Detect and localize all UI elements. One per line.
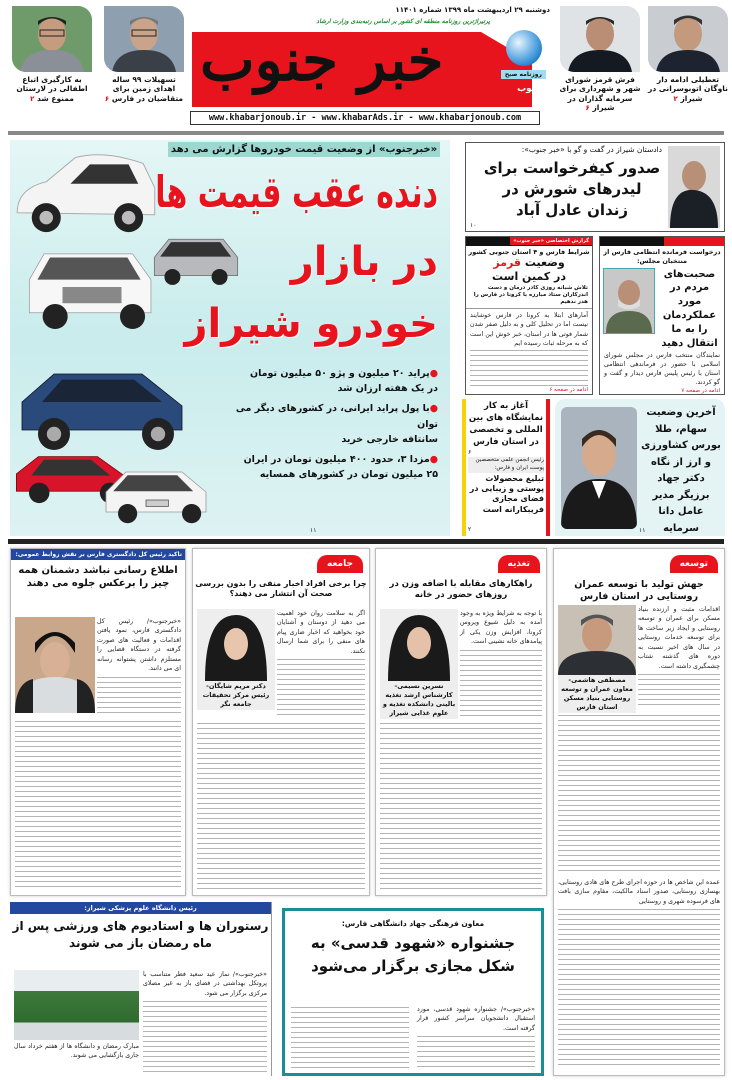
body-text-lines: [97, 677, 181, 715]
exhibition-skin-box[interactable]: [462, 399, 550, 536]
diet-story[interactable]: [375, 548, 547, 896]
rural-text-column: [638, 605, 720, 709]
page-ref: ۱۰: [470, 222, 477, 229]
stadium-photo: [14, 970, 139, 1040]
society-text-column: [277, 609, 365, 717]
page-ref: ۲: [673, 94, 678, 103]
teaser-child-labor[interactable]: [10, 6, 94, 104]
prison-headline: صدور کیفرخواست برای لیدرهای شورش در زندان عادل آباد: [483, 159, 661, 219]
feature-kicker: «خبرجنوب» از وضعیت قیمت خودروها گزارش می دهد: [168, 142, 440, 157]
body-text-lines: [460, 650, 542, 717]
restaurants-story[interactable]: [10, 902, 272, 1076]
body-text-lines: [558, 715, 720, 875]
teaser-red-carpet[interactable]: [558, 6, 642, 113]
urls[interactable]: www.khabarjonoub.ir - www.khabarAds.ir - www.khabarjonoub.com: [190, 111, 540, 125]
bullet-item: ●پراید ۲۰ میلیون و پژو ۵۰ میلیون تومان در یک هفته ارزان شد: [249, 368, 438, 395]
teaser-buses[interactable]: [646, 6, 730, 104]
car-white-hatchback: [102, 464, 222, 528]
photo-caption: نسرین نسیمی- کارشناس ارشد تغذیه بالینی دانشکده تغذیه و علوم غذایی شیراز: [380, 681, 458, 719]
photo-caption: دکتر مریم شایگان- رئیس مرکز تحقیقات جامعه نگر: [197, 681, 275, 710]
justice-text-column: [97, 617, 181, 715]
feature-bullets: [233, 366, 438, 482]
body-text-lines: [558, 909, 720, 1069]
justice-story[interactable]: [10, 548, 186, 896]
body-text-lines: [197, 723, 365, 889]
portrait-photo: [561, 407, 637, 529]
police-body: نمایندگان منتخب فارس در مجلس شورای اسلامی با حضور در فرماندهی انتظامی استان با رئیس پلیس فارس دیدار و گفت و گو کردند.: [604, 352, 720, 386]
page-ref: ۶: [104, 94, 110, 103]
section-bar: [600, 237, 724, 246]
diet-headline: راهکارهای مقابله با اضافه وزن در روزهای حضور در خانه: [389, 579, 533, 601]
restaurants-text-column: [143, 970, 267, 1072]
portrait-photo: [197, 609, 275, 710]
car-blue-sedan: [18, 354, 194, 458]
body-text-lines: [380, 723, 542, 889]
rural-development-story[interactable]: [553, 548, 725, 1076]
portrait-photo: [560, 6, 640, 72]
headline-3: خودرو شیراز: [184, 301, 438, 347]
expo-kicker: رئیس انجمن علمی متخصصین پوست ایران و فارس:: [468, 457, 544, 472]
portrait-photo: [380, 609, 458, 719]
body-text-lines: [291, 1007, 409, 1069]
car-price-feature[interactable]: [10, 140, 450, 536]
festival-headline: جشنواره «شهود قدسی» به شکل مجازی برگزار می‌شود: [310, 934, 516, 975]
teaser-land-grant[interactable]: [102, 6, 186, 104]
festival-kicker: معاون فرهنگی جهاد دانشگاهی فارس:: [341, 919, 485, 928]
continued-link[interactable]: ادامه در صفحه ۶: [549, 387, 588, 393]
body-text-lines: [417, 1036, 535, 1071]
rural-headline: جهش تولید با توسعه عمران روستایی در استان فارس: [574, 579, 704, 603]
police-kicker: درخواست فرمانده انتظامی فارس از منتخبان مجلس:: [603, 248, 721, 265]
page-ref: ۶: [468, 448, 472, 456]
headline-1: دنده عقب قیمت ها: [155, 168, 438, 219]
corona-story[interactable]: [465, 236, 593, 395]
expo-subhead: تبلیغ محصولات پوستی و زیبایی در فضای مجازی فریبکارانه است: [469, 473, 544, 514]
festival-story[interactable]: [282, 908, 544, 1076]
teaser-title: به کارگیری اتباع اطفالی در لارستان ممنوع شد: [16, 75, 88, 103]
rural-text-lower: [558, 715, 720, 1069]
festival-text-column: [417, 1005, 535, 1071]
car-white-suv: [22, 238, 162, 336]
tagline: پرتیراژترین روزنامه منطقه ای کشور بر اساس رتبه‌بندی وزارت ارشاد: [316, 18, 490, 25]
logo: خبر جنوب: [200, 26, 444, 94]
logo-sub: جنوب: [517, 84, 542, 94]
page-ref: ۲: [468, 526, 472, 534]
issue-date: دوشنبه ۲۹ اردیبهشت ماه ۱۳۹۹ شماره ۱۱۴۰۱: [395, 6, 550, 14]
restaurants-kicker: رئیس دانشگاه علوم پزشکی شیراز:: [10, 902, 271, 914]
morning-label: روزنامه صبح: [501, 70, 546, 79]
body-text-lines: [143, 1001, 267, 1072]
corona-body: آمارهای ابتلا به کرونا در فارس خوشایند نیست اما در تحلیل کلی و به دلیل صفر شدن شمار فوتی ها در استان، خبر خوش این است که به مرحله ثبات رسیده ایم: [470, 311, 588, 348]
prison-story[interactable]: [465, 142, 725, 232]
page-ref: ۱۱: [310, 527, 317, 534]
portrait-photo: [603, 268, 655, 334]
masthead: [190, 6, 550, 126]
justice-body: «خبرجنوب»/ رئیس کل دادگستری فارس، نمود یافتن اقدامات و فعالیت های صورت گرفته در دستگاه قضایی را مستلزم داشتن پشتوانه رسانه ای می دانند.: [97, 618, 181, 673]
society-headline: چرا برخی افراد اخبار منفی را بدون بررسی صحت آن انتشار می دهند؟: [195, 579, 367, 599]
header-divider: [8, 131, 724, 135]
society-body: اگر به سلامت روان خود اهمیت می دهید از دوستان و آشنایان خود بخواهید که اخبار ضاری پیام های منفی را برای شما ارسال نکنند.: [277, 610, 365, 655]
restaurants-headline: رستوران ها و استادیوم های ورزشی پس از ماه رمضان باز می شوند: [12, 919, 269, 950]
corona-kicker: شرایط فارس و ۴ استان جنوبی کشور: [468, 248, 590, 256]
festival-body: «خبرجنوب»/ جشنواره شهود قدسی، مورد استقبال دانشجویان سراسر کشور قرار گرفته است.: [417, 1006, 535, 1032]
section-tag: تغذیه: [498, 555, 541, 573]
expo-headline: آغاز به کار نمایشگاه های بین المللی و تخصصی در استان فارس: [468, 401, 544, 447]
diet-body: با توجه به شرایط ویژه به وجود آمده به دلیل شیوع ویروس کرونا، افزایش وزن یکی از پیامدهای خانه نشینی است.: [460, 610, 542, 646]
body-text-lines: [470, 350, 588, 387]
page-ref: ۱۱: [639, 527, 646, 534]
bullet-item: ●مزدا ۳، حدود ۴۰۰ میلیون تومان در ایران ۲۵ میلیون تومان در کشورهای همسایه: [243, 453, 438, 481]
portrait-photo: [104, 6, 184, 72]
continued-link[interactable]: ادامه در صفحه ۷: [681, 388, 720, 394]
section-label: گزارش اختصاصی «خبر جنوب»: [510, 237, 592, 245]
teaser-title: تعطیلی ادامه دار ناوگان اتوبوسرانی در شیراز: [648, 75, 728, 103]
portrait-photo: [648, 6, 728, 72]
restaurants-body: «خبرجنوب»/ نماز عید سعید فطر متناسب با پروتکل بهداشتی در فضای باز به غیر مصلای مرکزی برگزار می شود.: [143, 971, 267, 997]
bullet-item: ●با پول پراید ایرانی، در کشورهای دیگر می توان سانتافه خارجی خرید: [235, 403, 438, 445]
teaser-title: تسهیلات ۹۹ ساله اهدای زمین برای متقاضیان در فارس: [111, 75, 184, 103]
rural-body-2: عمده این شاخص ها در حوزه اجرای طرح های هادی روستایی، بهسازی روستایی، صدور اسناد مالکیت، مقاوم سازی بافت های فرسوده شهری و روستایی: [558, 878, 720, 905]
portrait-photo: [12, 6, 92, 72]
section-divider: [8, 539, 724, 544]
section-tag: توسعه: [670, 555, 718, 573]
rural-body: اقدامات مثبت و ارزنده بنیاد مسکن برای عمران و توسعه روستایی و ایجاد زیر ساخت ها برای توسعه خدمات روستایی در سال های اخیر نسبت به دوره های گذشته شتاب چشمگیری داشته است.: [638, 606, 720, 670]
section-bar: [466, 237, 592, 246]
globe-icon: [506, 30, 542, 66]
section-tag: جامعه: [317, 555, 363, 573]
portrait-photo: [558, 605, 636, 713]
police-top-row: [600, 266, 724, 353]
page-ref: ۶: [585, 104, 590, 113]
police-headline: صحبت‌های مردم در مورد عملکردمان را به ما انتقال دهید: [661, 268, 718, 349]
society-story[interactable]: [192, 548, 370, 896]
photo-caption: مبارک رمضان و دانشگاه ها از هفتم خرداد سال جاری بازگشایی می شوند.: [14, 1043, 139, 1059]
prison-kicker: دادستان شیراز در گفت و گو با «خبر جنوب»:: [521, 145, 662, 154]
market-story[interactable]: [555, 399, 725, 536]
body-text-lines: [15, 721, 181, 889]
photo-caption: مصطفی هاشمی- معاون عمران و توسعه روستایی بنیاد مسکن استان فارس: [558, 675, 636, 713]
justice-kicker: تاکید رئیس کل دادگستری فارس بر نقش روابط عمومی:: [11, 549, 185, 560]
portrait-photo: [668, 146, 720, 228]
car-silver-suv: [150, 232, 242, 290]
corona-headline: وضعیت قرمز در کمین است: [491, 256, 567, 283]
portrait-photo: [15, 617, 95, 713]
diet-text-column: [460, 609, 542, 717]
headline-2: در بازار: [290, 239, 438, 285]
car-white-coupe: [12, 145, 158, 237]
teaser-title: فرش قرمز شورای شهر و شهرداری برای سرمایه گذاران در شیراز: [559, 75, 641, 113]
police-story[interactable]: [599, 236, 725, 395]
body-text-lines: [277, 659, 365, 717]
page-ref: ۲: [30, 94, 35, 103]
justice-headline: اطلاع رسانی نباشد دشمنان همه چیز را برعکس جلوه می دهند: [18, 565, 178, 589]
corona-subhead: تلاش شبانه روزی کادر درمان و دست اندرکاران ستاد مبارزه با کرونا در فارس را هدر ندهیم: [466, 284, 592, 309]
body-text-lines: [638, 674, 720, 709]
market-headline: آخرین وضعیت سهام، طلا بورس کشاورزی و ارز از نگاه دکتر جهاد برزیگر مدیر عامل دانا سرمایه: [641, 407, 721, 534]
